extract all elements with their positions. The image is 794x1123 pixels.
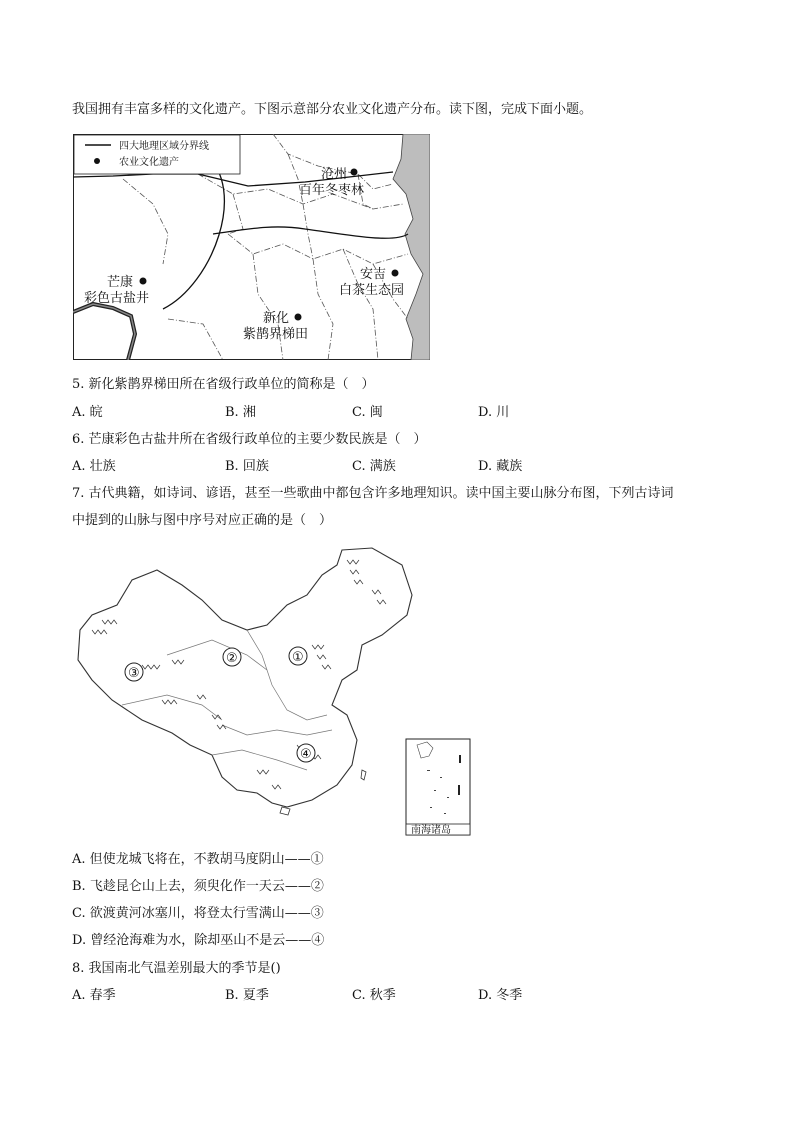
legend-line-label: 四大地理区域分界线 <box>119 141 209 152</box>
site-name: 百年冬枣林 <box>299 183 365 198</box>
option[interactable]: A. 皖 <box>72 405 103 420</box>
china-mountains-map <box>72 545 472 837</box>
q7-option-c[interactable]: C. 欲渡黄河冰塞川，将登太行雪满山——③ <box>72 906 324 921</box>
q6-stem: 6. 芒康彩色古盐井所在省级行政单位的主要少数民族是（ ） <box>72 432 427 447</box>
option[interactable]: C. 秋季 <box>352 988 396 1003</box>
option[interactable]: D. 川 <box>478 405 510 420</box>
site-place: 沧州 <box>321 167 348 182</box>
marker-1: ① <box>292 650 304 665</box>
option[interactable]: C. 闽 <box>352 405 383 420</box>
q7-option-a[interactable]: A. 但使龙城飞将在，不教胡马度阴山——① <box>72 852 324 867</box>
site-name: 彩色古盐井 <box>84 291 150 306</box>
option[interactable]: B. 湘 <box>225 405 256 420</box>
site-name: 紫鹊界梯田 <box>243 327 309 342</box>
intro-text: 我国拥有丰富多样的文化遗产。下图示意部分农业文化遗产分布。读下图，完成下面小题。 <box>72 102 593 117</box>
heritage-map <box>73 134 430 360</box>
legend-dot-label: 农业文化遗产 <box>119 157 179 168</box>
marker-2: ② <box>226 651 238 666</box>
site-place: 芒康 <box>107 275 134 290</box>
site-name: 白茶生态园 <box>339 283 405 298</box>
q7-stem-line2: 中提到的山脉与图中序号对应正确的是（ ） <box>72 513 333 528</box>
option[interactable]: D. 藏族 <box>478 459 523 474</box>
marker-4: ④ <box>300 747 312 762</box>
marker-3: ③ <box>128 666 140 681</box>
inset-label: 南海诸岛 <box>411 825 451 836</box>
q7-option-d[interactable]: D. 曾经沧海难为水，除却巫山不是云——④ <box>72 933 325 948</box>
option[interactable]: D. 冬季 <box>478 988 523 1003</box>
site-place: 安吉 <box>360 267 387 282</box>
option[interactable]: C. 满族 <box>352 459 396 474</box>
q7-stem-line1: 7. 古代典籍，如诗词、谚语，甚至一些歌曲中都包含许多地理知识。读中国主要山脉分布图，下列古诗词 <box>72 486 674 501</box>
option[interactable]: A. 壮族 <box>72 459 116 474</box>
option[interactable]: B. 回族 <box>225 459 269 474</box>
option[interactable]: A. 春季 <box>72 988 116 1003</box>
q7-option-b[interactable]: B. 飞趁昆仑山上去，须臾化作一天云——② <box>72 879 324 894</box>
q5-stem: 5. 新化紫鹊界梯田所在省级行政单位的简称是（ ） <box>72 377 375 392</box>
q8-stem: 8. 我国南北气温差别最大的季节是() <box>72 961 281 976</box>
site-place: 新化 <box>263 311 290 326</box>
option[interactable]: B. 夏季 <box>225 988 269 1003</box>
